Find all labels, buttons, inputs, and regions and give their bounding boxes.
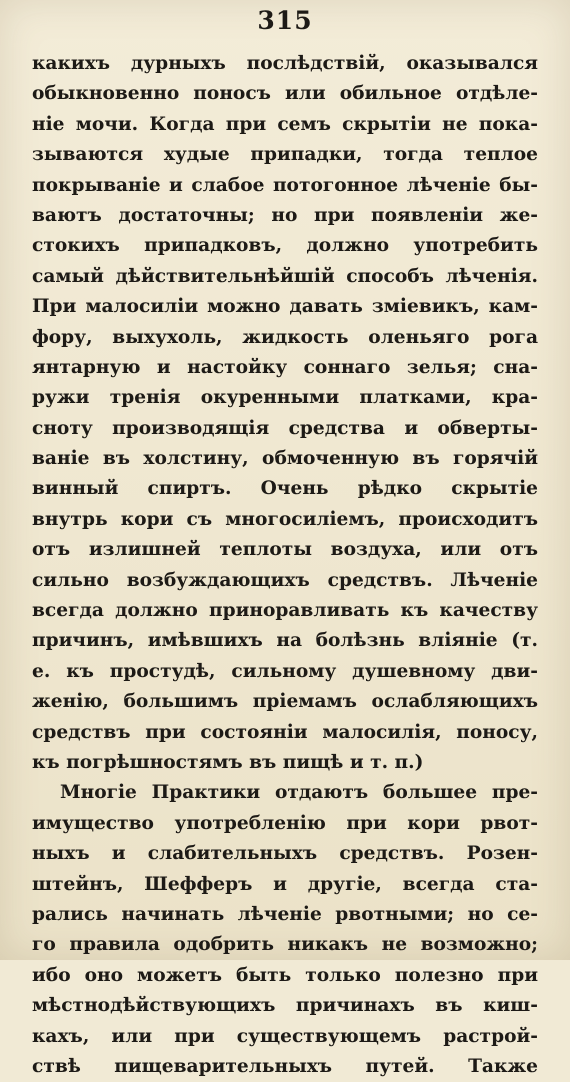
text-line: къ погрѣшностямъ въ пищѣ и т. п.) — [32, 751, 424, 773]
text-line: ибо оно можетъ быть только полезно при — [32, 964, 538, 986]
text-line: ваютъ достаточны; но при появленіи же- — [32, 204, 538, 226]
text-line: отъ излишней теплоты воздуха, или отъ — [32, 539, 538, 561]
text-line: рались начинать лѣченіе рвотными; но се- — [32, 903, 538, 925]
text-line: женію, большимъ пріемамъ ослабляющихъ — [32, 691, 538, 713]
text-line: кахъ, или при существующемъ растрой- — [32, 1025, 538, 1047]
text-line: покрываніе и слабое потогонное лѣченіе бы- — [32, 174, 538, 196]
body-text — [32, 49, 538, 1082]
text-line: При малосиліи можно давать зміевикъ, кам- — [32, 296, 538, 318]
text-line: причинъ, имѣвшихъ на болѣзнь вліяніе (т. — [32, 630, 538, 652]
text-line: средствъ при состояніи малосилія, поносу, — [32, 721, 538, 743]
text-line: внутрь кори съ многосиліемъ, происходитъ — [32, 508, 538, 530]
page-number: 315 — [257, 6, 313, 35]
text-line: какихъ дурныхъ послѣдствій, оказывался — [32, 53, 538, 74]
text-line: ружи тренія окуренными платками, кра- — [32, 387, 538, 409]
text-line: мѣстнодѣйствующихъ причинахъ въ киш- — [32, 995, 538, 1017]
text-line: имущество употребленію при кори рвот- — [32, 812, 538, 834]
text-line: зываются худые припадки, тогда теплое — [32, 144, 538, 166]
text-line: стокихъ припадковъ, должно употребить — [32, 235, 538, 257]
text-line: Многіе Практики отдаютъ большее пре- — [60, 782, 538, 804]
paragraph-2 — [32, 778, 538, 1082]
text-line: штейнъ, Шефферъ и другіе, всегда ста- — [32, 873, 538, 895]
text-line: е. къ простудѣ, сильному душевному дви- — [32, 660, 538, 682]
text-line: ніе мочи. Когда при семъ скрытіи не пока- — [32, 113, 538, 135]
text-line: всегда должно приноравливать къ качеству — [32, 600, 538, 622]
text-line: фору, выхухоль, жидкость оленьяго рога — [32, 326, 538, 348]
text-line: винный спиртъ. Очень рѣдко скрытіе — [32, 478, 538, 500]
text-line: ныхъ и слабительныхъ средствъ. Розен- — [32, 843, 538, 865]
text-line: го правила одобрить никакъ не возможно; — [32, 934, 538, 956]
paragraph-1 — [32, 49, 538, 778]
text-line: обыкновенно поносъ или обильное отдѣле- — [32, 83, 538, 105]
text-line: самый дѣйствительнѣйшій способъ лѣченія. — [32, 265, 538, 287]
text-line: янтарную и настойку соннаго зелья; сна- — [32, 356, 538, 378]
text-line: сильно возбуждающихъ средствъ. Лѣченіе — [32, 569, 538, 591]
text-line: ствѣ пищеварительныхъ путей. Также — [32, 1055, 538, 1077]
text-line: сноту производящія средства и обверты- — [32, 417, 538, 439]
text-line: ваніе въ холстину, обмоченную въ горячій — [32, 448, 538, 470]
